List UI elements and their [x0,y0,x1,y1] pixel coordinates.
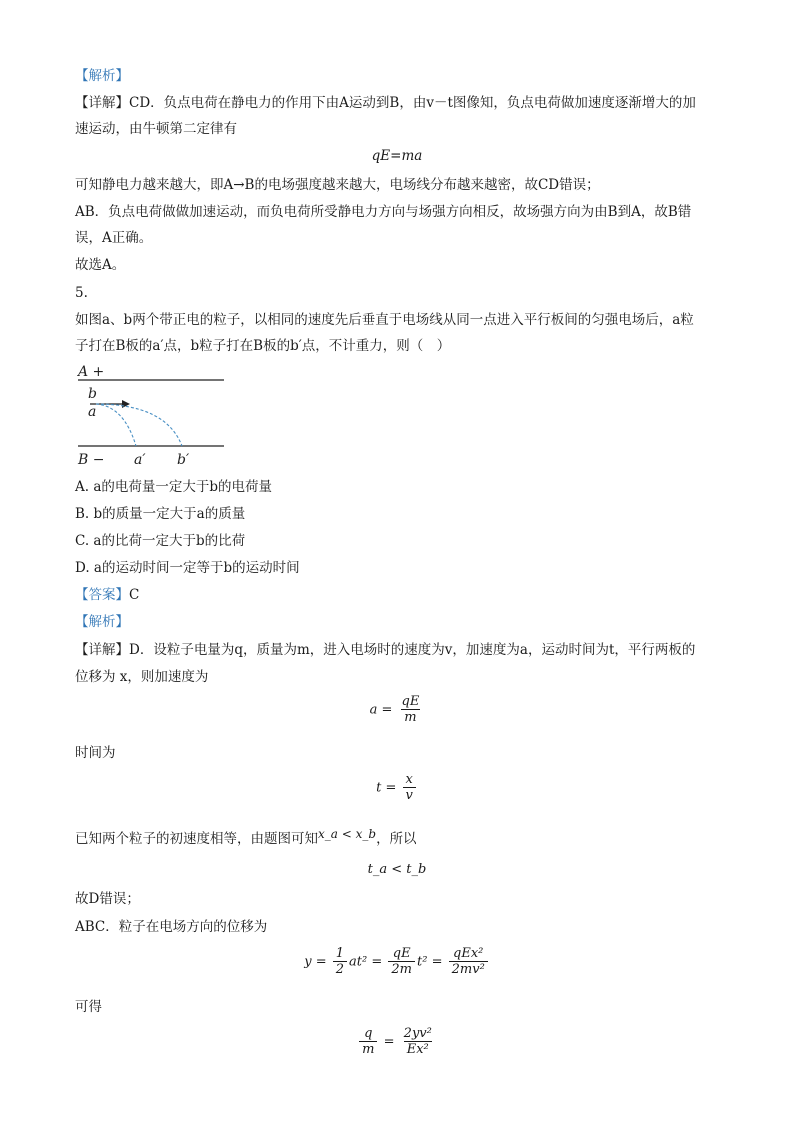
trajectory-b [96,404,182,446]
label-a-prime: a′ [134,452,146,468]
detail-line: 位移为 x，则加速度为 [75,669,209,685]
detail-line: 速运动，由牛顿第二定律有 [75,121,237,137]
detail-line: 【详解】D．设粒子电量为q，质量为m，进入电场时的速度为v，加速度为a，运动时间为t，平行两板的 [75,642,696,658]
answer-value: C [129,587,140,603]
equation-acceleration: a = $\frac{qE}{m}$ [369,694,420,725]
inline-relation: x_a < x_b [318,827,377,841]
option-a: A. a的电荷量一定大于b的电荷量 [75,479,273,495]
equation-time: t = $\frac{x}{v}$ [0,772,794,804]
label-particle-b: b [88,386,97,402]
abc-line: ABC．粒子在电场方向的位移为 [75,919,268,935]
equation-displacement: y = $\frac{1}{2}$ at² = $\frac{qE}{2m}$ t² = $\frac{\text{qEx²}}{\text{2mv²}}$ [0,946,794,978]
question-stem: 如图a、b两个带正电的粒子，以相同的速度先后垂直于电场线从同一点进入平行板间的匀强电场后，a粒 [75,312,694,328]
label-plate-a: A + [78,364,105,380]
deduce-label: 可得 [75,999,102,1015]
answer-tag: 【答案】 [75,587,129,603]
trajectory-a [96,404,136,446]
question-number: 5. [75,285,88,301]
detail-line: 【详解】CD．负点电荷在静电力的作用下由A运动到B，由v－t图像知，负点电荷做加速度逐渐增大的加 [75,95,696,111]
analysis-tag: 【解析】 [75,68,129,84]
explanation-line: AB．负点电荷做做加速运动，而负电荷所受静电力方向与场强方向相反，故场强方向为由B到A，故B错 [75,204,692,220]
parallel-plates-figure [72,360,232,470]
time-label: 时间为 [75,745,116,761]
explanation-line: 可知静电力越来越大，即A→B的电场强度越来越大，电场线分布越来越密，故CD错误； [75,177,600,193]
equation-time-compare: t_a < t_b [367,862,427,877]
option-d: D. a的运动时间一定等于b的运动时间 [75,560,300,576]
answer-line [75,586,139,604]
formula-qe-ma: qE=ma [371,148,423,164]
question-stem: 子打在B板的a′点，b粒子打在B板的b′点，不计重力，则（ ） [75,338,451,354]
option-b: B. b的质量一定大于a的质量 [75,506,246,522]
equation-charge-mass-ratio: $\frac{q}{m}$ = $\frac{\text{2yv²}}{\text{Ex²}}$ [0,1026,794,1058]
label-b-prime: b′ [177,452,190,468]
explanation-line: 误，A正确。 [75,230,153,246]
label-plate-b: B − [78,452,105,468]
analysis-tag: 【解析】 [75,614,129,630]
conclusion-line: 故选A。 [75,257,126,273]
option-c: C. a的比荷一定大于b的比荷 [75,533,246,549]
label-particle-a: a [88,404,97,420]
known-line: 已知两个粒子的初速度相等，由题图可知x_a < x_b，所以 [75,827,417,847]
conclusion-d: 故D错误； [75,891,140,907]
